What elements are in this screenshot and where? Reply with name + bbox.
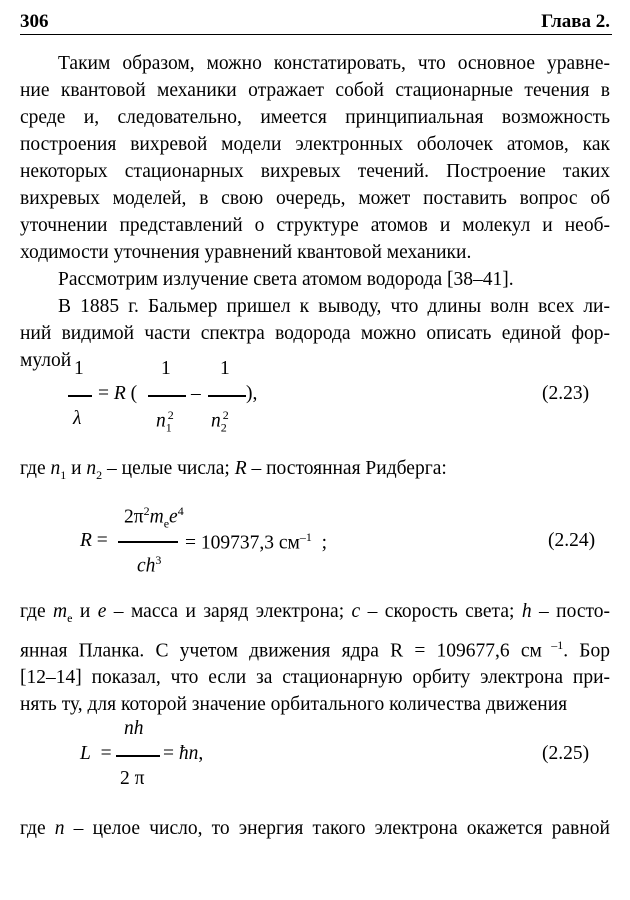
text-line: построения вихревой модели электронных оболочек атомов, как (20, 134, 610, 155)
text-line: где $n_1$ и $n_2$ – целые числа; R – постоянная Ридберга: (20, 458, 447, 482)
eq-n2-squared: $n_2^2$ (211, 408, 229, 435)
eq-numerator: $2\pi^2m_ee^4$ (124, 504, 184, 531)
eq-l: L = (80, 743, 112, 764)
paragraph-4 (20, 598, 610, 718)
fraction-bar (116, 755, 160, 757)
eq-numerator: nh (124, 718, 144, 739)
eq-denominator: 2 π (120, 768, 145, 789)
fraction-bar (148, 395, 186, 397)
text-line: [12–14] показал, что если за стационарную орбиту электрона при- (20, 667, 610, 689)
paragraph-last (20, 815, 610, 842)
text-line: мулой (20, 350, 72, 371)
fraction-bar (68, 395, 92, 397)
eq-denominator: $ch^3$ (137, 553, 162, 577)
text-line: ходимости уточнения уравнений квантовой механики. (20, 242, 472, 263)
text-line: вихревых моделей, в свою очередь, может поставить вопрос об (20, 188, 610, 209)
page-header (20, 8, 612, 35)
text-line: некоторых стационарных вихревых течений. Построение таких (20, 161, 610, 182)
paragraph-1 (20, 50, 610, 266)
eq-rhs: = ħn, (163, 743, 204, 764)
eq-numerator: 1 (74, 358, 84, 379)
eq-value: = 109737,3 $см^{-1}$ ; (185, 530, 328, 554)
eq-numerator: 1 (161, 358, 171, 379)
text-line: В 1885 г. Бальмер пришел к выводу, что длины волн всех ли- (58, 296, 610, 317)
equation-number: (2.24) (548, 530, 596, 551)
eq-numerator: 1 (220, 358, 230, 379)
text-line: янная Планка. С учетом движения ядра R = 109677,6 см $^{-1}$. Бор (20, 637, 611, 662)
paragraph-2 (20, 266, 610, 293)
equation-number: (2.25) (542, 743, 590, 764)
eq-minus: – (191, 383, 201, 404)
text-line: ние квантовой механики отражает собой стационарные течения в (20, 80, 610, 101)
page-number: 306 (20, 11, 49, 32)
eq-close: ), (246, 383, 258, 404)
equation-number: (2.23) (542, 383, 590, 404)
text-line: среде и, следовательно, имеется принципиальная возможность (20, 107, 610, 128)
fraction-bar (118, 541, 178, 543)
text-line: Рассмотрим излучение света атомом водорода [38–41]. (58, 269, 514, 290)
text-line: Таким образом, можно констатировать, что основное уравне- (58, 53, 610, 74)
eq-equals-r: = R ( (98, 383, 138, 404)
eq-lambda: λ (73, 408, 82, 429)
text-line: где n – целое число, то энергия такого электрона окажется равной (20, 818, 610, 839)
text-line: уточнении представлений о структуре атомов и молекул и необ- (20, 215, 610, 236)
text-line: ний видимой части спектра водорода можно описать единой фор- (20, 323, 610, 344)
eq-r: R = (80, 530, 108, 551)
chapter-title: Глава 2. (541, 11, 610, 32)
text-line: где $m_e$ и e – масса и заряд электрона; c – скорость света; h – посто- (20, 601, 610, 625)
paragraph-3 (20, 293, 610, 374)
eq-n1-squared: $n_1^2$ (156, 408, 174, 435)
paragraph-after-2-23 (20, 455, 610, 489)
text-line: нять ту, для которой значение орбитального количества движения (20, 694, 568, 716)
fraction-bar (208, 395, 246, 397)
